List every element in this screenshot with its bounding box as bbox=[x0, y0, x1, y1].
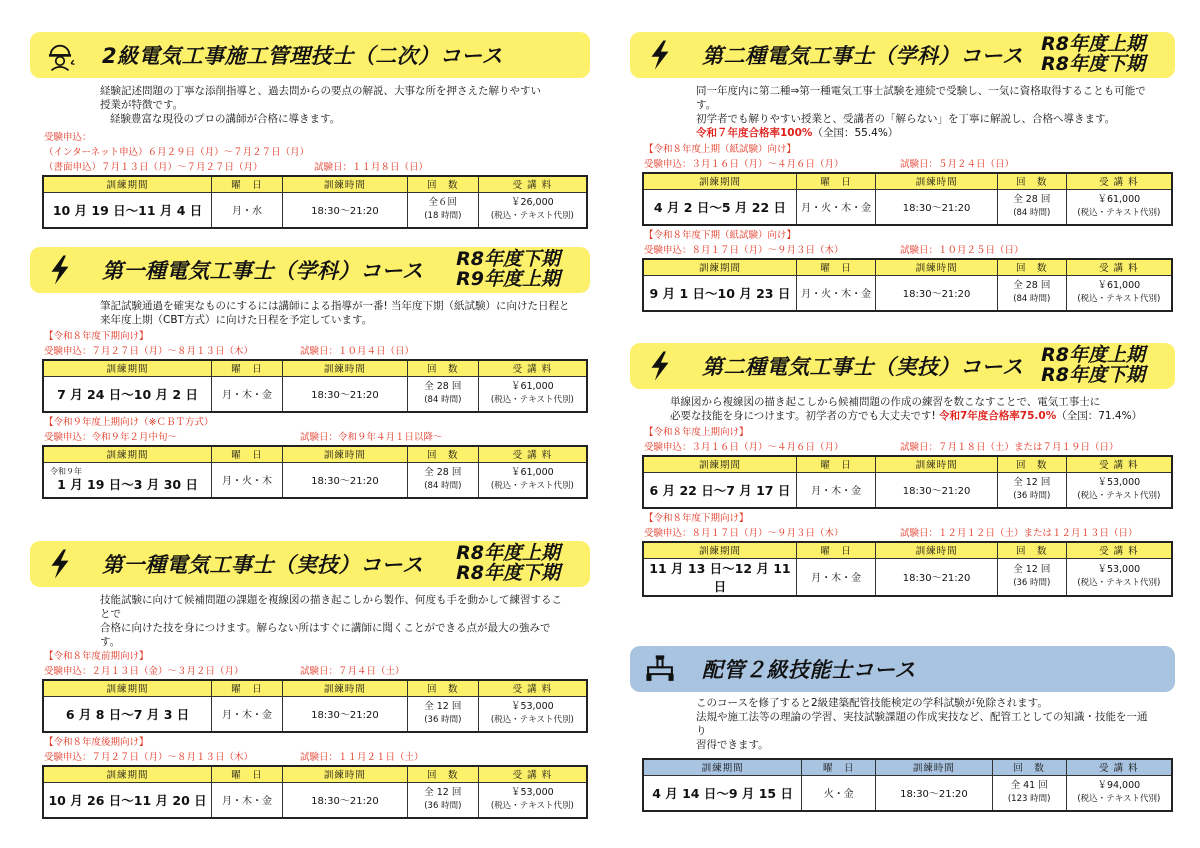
course-banner bbox=[630, 32, 1175, 78]
schedule-table bbox=[42, 175, 588, 229]
course-title: 2級電気工事施工管理技士（二次）コース bbox=[102, 44, 504, 68]
hours-value: (84 時間) bbox=[424, 481, 462, 492]
count-value: 全 28 回 bbox=[424, 467, 462, 479]
period-cell bbox=[43, 462, 212, 498]
apply-dates: 受験申込：８月１７日（月）〜９月３日（木） bbox=[644, 245, 844, 256]
header-time: 訓練時間 bbox=[282, 360, 407, 376]
header-time: 訓練時間 bbox=[282, 446, 407, 462]
fee-value: ￥61,000 bbox=[510, 467, 554, 479]
table-row bbox=[643, 472, 1172, 508]
hours-value: (123 時間) bbox=[1007, 794, 1051, 805]
table-row bbox=[43, 782, 587, 818]
header-time: 訓練時間 bbox=[876, 456, 998, 472]
desc-line: 習得できます。 bbox=[696, 739, 769, 751]
header-count: 回 数 bbox=[407, 176, 478, 192]
exam-date: 試験日：１０月２５日（日） bbox=[900, 245, 1024, 256]
course-term bbox=[456, 543, 560, 583]
header-time: 訓練時間 bbox=[282, 680, 407, 696]
table-row bbox=[43, 376, 587, 412]
schedule-table bbox=[642, 455, 1173, 509]
header-time: 訓練時間 bbox=[282, 176, 407, 192]
lightning-bolt-icon bbox=[36, 250, 84, 290]
count-value: 全 12 回 bbox=[424, 701, 462, 713]
course-description bbox=[30, 84, 590, 126]
schedule-table bbox=[42, 445, 588, 499]
period-cell: 4 月 14 日〜9 月 15 日 bbox=[643, 775, 802, 811]
exam-date: 試験日：１１月２１日（土） bbox=[300, 752, 424, 763]
course-description bbox=[630, 395, 1175, 423]
hours-value: (84 時間) bbox=[424, 395, 462, 406]
days-cell: 月・木・金 bbox=[796, 558, 875, 596]
fee-note: (税込・テキスト代別) bbox=[490, 395, 574, 406]
national-rate: （全国：55.4%） bbox=[812, 127, 899, 139]
course-banner bbox=[30, 32, 590, 78]
section-label: 【令和８年度上期向け】 bbox=[644, 427, 749, 438]
header-days: 曜 日 bbox=[212, 360, 283, 376]
desc-line: 合格に向けた技を身につけます。解らない所はすぐに講師に聞くことができる点が最大の強みです。 bbox=[100, 622, 551, 648]
fee-cell bbox=[478, 376, 587, 412]
table-header-row bbox=[43, 766, 587, 782]
period-cell bbox=[43, 192, 212, 228]
exam-date: 試験日：７月１８日（土）または７月１９日（日） bbox=[900, 442, 1119, 453]
course-term bbox=[1041, 34, 1145, 74]
period-cell: 6 月 8 日〜7 月 3 日 bbox=[43, 696, 212, 732]
apply-heading: 受験申込： bbox=[44, 132, 92, 143]
days-cell: 月・木・金 bbox=[796, 472, 875, 508]
section-label: 【令和８年度上期（紙試験）向け】 bbox=[644, 144, 797, 155]
term-2: R9年度上期 bbox=[456, 268, 560, 290]
table-header-row bbox=[43, 680, 587, 696]
count-value: 全 28 回 bbox=[1013, 280, 1051, 292]
count-cell bbox=[407, 376, 478, 412]
time-cell: 18:30〜21:20 bbox=[876, 275, 998, 311]
section-label: 【令和８年度前期向け】 bbox=[44, 651, 149, 662]
header-days: 曜 日 bbox=[796, 259, 875, 275]
fee-value: ￥61,000 bbox=[510, 381, 554, 393]
header-count: 回 数 bbox=[997, 259, 1066, 275]
time-cell: 18:30〜21:20 bbox=[282, 462, 407, 498]
header-time: 訓練時間 bbox=[876, 542, 998, 558]
apply-info bbox=[30, 750, 590, 765]
course-haikan-2 bbox=[630, 646, 1175, 812]
days-cell: 月・火・木・金 bbox=[796, 189, 875, 225]
count-cell bbox=[407, 192, 478, 228]
pipe-fitting-icon bbox=[636, 649, 684, 689]
time-cell: 18:30〜21:20 bbox=[876, 775, 992, 811]
fee-cell bbox=[1066, 472, 1172, 508]
fee-value: ￥94,000 bbox=[1097, 780, 1141, 792]
desc-line: 法規や施工法等の理論の学習、実技試験課題の作成実技など、配管工としての知識・技能を一通り bbox=[696, 711, 1148, 737]
period-year: 令和９年 bbox=[50, 466, 82, 476]
days-cell: 月・木・金 bbox=[212, 782, 283, 818]
table-header-row bbox=[643, 173, 1172, 189]
table-header-row bbox=[43, 360, 587, 376]
apply-info bbox=[630, 526, 1175, 541]
term-2: R8年度下期 bbox=[1041, 364, 1145, 386]
header-fee: 受 講 料 bbox=[478, 176, 587, 192]
days-cell: 火・金 bbox=[802, 775, 876, 811]
exam-date: 試験日：１０月４日（日） bbox=[300, 346, 415, 357]
table-row bbox=[43, 462, 587, 498]
header-count: 回 数 bbox=[992, 759, 1066, 775]
header-days: 曜 日 bbox=[802, 759, 876, 775]
time-cell: 18:30〜21:20 bbox=[282, 782, 407, 818]
section-label: 【令和８年度下期（紙試験）向け】 bbox=[644, 230, 797, 241]
table-header-row bbox=[643, 259, 1172, 275]
apply-dates: 受験申込：３月１６日（月）〜４月６日（月） bbox=[644, 159, 844, 170]
course-denkou-2-gakka bbox=[630, 32, 1175, 312]
course-banner bbox=[630, 646, 1175, 692]
fee-note: (税込・テキスト代別) bbox=[1077, 294, 1161, 305]
header-fee: 受 講 料 bbox=[478, 360, 587, 376]
course-title: 第二種電気工事士（学科）コース bbox=[702, 44, 1024, 68]
time-cell: 18:30〜21:20 bbox=[876, 189, 998, 225]
pass-rate bbox=[696, 126, 1155, 140]
header-period: 訓練期間 bbox=[643, 173, 796, 189]
header-days: 曜 日 bbox=[212, 680, 283, 696]
header-days: 曜 日 bbox=[796, 542, 875, 558]
schedule-table bbox=[42, 765, 588, 819]
table-header-row bbox=[43, 446, 587, 462]
schedule-table bbox=[42, 679, 588, 733]
apply-info bbox=[30, 344, 590, 359]
course-title: 第一種電気工事士（学科）コース bbox=[102, 259, 424, 283]
section-label: 【令和８年度下期向け】 bbox=[644, 513, 749, 524]
header-count: 回 数 bbox=[997, 542, 1066, 558]
days-cell: 月・火・木 bbox=[212, 462, 283, 498]
section-label: 【令和９年度上期向け（※ＣＢＴ方式） bbox=[44, 417, 214, 428]
fee-value: ￥61,000 bbox=[1097, 194, 1141, 206]
exam-date: 試験日：令和９年４月１日以降〜 bbox=[300, 432, 443, 443]
desc-line: 同一年度内に第二種⇒第一種電気工事士試験を連続で受験し、一気に資格取得することも可能です。 bbox=[696, 85, 1146, 111]
period-value: 10 月 19 日〜11 月 4 日 bbox=[52, 202, 203, 218]
fee-value: ￥53,000 bbox=[510, 787, 554, 799]
header-count: 回 数 bbox=[407, 360, 478, 376]
apply-info bbox=[630, 440, 1175, 455]
lightning-bolt-icon bbox=[636, 35, 684, 75]
pass-rate-highlight: 令和７年度合格率100% bbox=[696, 127, 813, 139]
apply-dates: 受験申込：３月１６日（月）〜４月６日（月） bbox=[644, 442, 844, 453]
header-period: 訓練期間 bbox=[643, 759, 802, 775]
count-cell bbox=[997, 558, 1066, 596]
fee-value: ￥26,000 bbox=[510, 197, 554, 209]
fee-cell bbox=[1066, 189, 1172, 225]
hours-value: (36 時間) bbox=[424, 801, 462, 812]
header-count: 回 数 bbox=[407, 766, 478, 782]
fee-value: ￥53,000 bbox=[510, 701, 554, 713]
header-days: 曜 日 bbox=[212, 766, 283, 782]
period-cell: 6 月 22 日〜7 月 17 日 bbox=[643, 472, 796, 508]
period-cell: 7 月 24 日〜10 月 2 日 bbox=[43, 376, 212, 412]
worker-helmet-icon bbox=[36, 35, 84, 75]
desc-line: 筆記試験通過を確実なものにするには講師による指導が一番! 当年度下期（紙試験）に向けた日程と bbox=[100, 300, 570, 312]
course-description bbox=[30, 299, 590, 327]
count-value: 全 41 回 bbox=[1010, 780, 1048, 792]
period-cell: 9 月 1 日〜10 月 23 日 bbox=[643, 275, 796, 311]
table-header-row bbox=[43, 176, 587, 192]
header-period: 訓練期間 bbox=[43, 360, 212, 376]
header-period: 訓練期間 bbox=[43, 680, 212, 696]
header-period: 訓練期間 bbox=[43, 766, 212, 782]
header-days: 曜 日 bbox=[212, 446, 283, 462]
table-row bbox=[43, 192, 587, 228]
header-period: 訓練期間 bbox=[643, 542, 796, 558]
header-count: 回 数 bbox=[407, 446, 478, 462]
desc-line: 経験豊富な現役のプロの講師が合格に導きます。 bbox=[110, 113, 341, 125]
table-header-row bbox=[643, 759, 1172, 775]
header-fee: 受 講 料 bbox=[1066, 259, 1172, 275]
table-header-row bbox=[643, 456, 1172, 472]
header-fee: 受 講 料 bbox=[1066, 456, 1172, 472]
count-value: 全 12 回 bbox=[424, 787, 462, 799]
count-value: 全 28 回 bbox=[424, 381, 462, 393]
fee-cell bbox=[478, 192, 587, 228]
count-cell bbox=[407, 782, 478, 818]
course-denkou-1-gakka bbox=[30, 247, 590, 499]
time-cell: 18:30〜21:20 bbox=[876, 472, 998, 508]
fee-note: (税込・テキスト代別) bbox=[490, 481, 574, 492]
fee-cell bbox=[1066, 275, 1172, 311]
header-period: 訓練期間 bbox=[643, 259, 796, 275]
term-2: R8年度下期 bbox=[456, 562, 560, 584]
section-label: 【令和８年度後期向け】 bbox=[44, 737, 149, 748]
apply-paper: （書面申込）７月１３日（月）〜７月２７日（月） bbox=[44, 162, 263, 173]
desc-line: 来年度上期（CBT方式）に向けた日程を予定しています。 bbox=[100, 314, 373, 326]
course-term bbox=[456, 249, 560, 289]
count-cell bbox=[407, 462, 478, 498]
hours-value: (36 時間) bbox=[1013, 578, 1051, 588]
hours-value: (84 時間) bbox=[1013, 294, 1051, 305]
apply-dates: 受験申込：７月２７日（月）〜８月１３日（木） bbox=[44, 752, 254, 763]
apply-info bbox=[30, 430, 590, 445]
period-cell: 11 月 13 日〜12 月 11 日 bbox=[643, 558, 796, 596]
header-fee: 受 講 料 bbox=[478, 766, 587, 782]
term-1: R8年度上期 bbox=[1041, 33, 1145, 55]
count-value: 全 12 回 bbox=[1013, 564, 1051, 575]
desc-line: このコースを修了すると2級建築配管技能検定の学科試験が免除されます。 bbox=[696, 697, 1048, 709]
count-cell bbox=[997, 472, 1066, 508]
desc-line bbox=[670, 409, 1155, 423]
desc-line: 初学者でも解りやすい授業と、受講者の「解らない」を丁寧に解説し、合格へ導きます。 bbox=[696, 113, 1116, 125]
desc-line: 授業が特徴です。 bbox=[100, 99, 184, 111]
fee-value: ￥53,000 bbox=[1097, 564, 1141, 575]
course-term bbox=[1041, 345, 1145, 385]
fee-note: (税込・テキスト代別) bbox=[1077, 208, 1161, 219]
count-value: 全 12 回 bbox=[1013, 477, 1051, 489]
hours-value: (36 時間) bbox=[424, 715, 462, 726]
days-cell: 月・木・金 bbox=[212, 376, 283, 412]
apply-net: （インターネット申込）６月２９日（月）〜７月２７日（月） bbox=[44, 147, 310, 158]
apply-info bbox=[30, 130, 590, 175]
fee-note: (税込・テキスト代別) bbox=[1077, 491, 1161, 502]
period-cell: 4 月 2 日〜5 月 22 日 bbox=[643, 189, 796, 225]
fee-note: (税込・テキスト代別) bbox=[1077, 794, 1161, 805]
hours-value: (84 時間) bbox=[1013, 208, 1051, 219]
schedule-table bbox=[42, 359, 588, 413]
exam-date: 試験日：１１月８日（日） bbox=[314, 162, 429, 173]
schedule-table bbox=[642, 541, 1173, 597]
apply-info bbox=[30, 664, 590, 679]
fee-cell bbox=[478, 462, 587, 498]
time-cell: 18:30〜21:20 bbox=[876, 558, 998, 596]
header-time: 訓練時間 bbox=[282, 766, 407, 782]
pass-rate-highlight: 令和7年度合格率75.0% bbox=[939, 410, 1057, 422]
fee-cell bbox=[478, 696, 587, 732]
header-fee: 受 講 料 bbox=[1066, 173, 1172, 189]
term-2: R8年度下期 bbox=[1041, 53, 1145, 75]
header-time: 訓練時間 bbox=[876, 259, 998, 275]
period-value: 1 月 19 日〜3 月 30 日 bbox=[57, 476, 198, 492]
desc-line: 技能試験に向けて候補問題の課題を複線図の描き起こしから製作、何度も手を動かして練習することで bbox=[100, 594, 562, 620]
schedule-table bbox=[642, 258, 1173, 312]
course-banner bbox=[630, 343, 1175, 389]
lightning-bolt-icon bbox=[636, 346, 684, 386]
count-cell bbox=[997, 275, 1066, 311]
fee-value: ￥61,000 bbox=[1097, 280, 1141, 292]
header-count: 回 数 bbox=[997, 173, 1066, 189]
days-cell: 月・木・金 bbox=[212, 696, 283, 732]
desc-line: 経験記述問題の丁寧な添削指導と、過去問からの要点の解説、大事な所を押さえた解りやすい bbox=[100, 85, 541, 97]
apply-dates: 受験申込：７月２７日（月）〜８月１３日（木） bbox=[44, 346, 254, 357]
exam-date: 試験日：５月２４日（日） bbox=[900, 159, 1015, 170]
course-title: 第二種電気工事士（実技）コース bbox=[702, 355, 1024, 379]
fee-value: ￥53,000 bbox=[1097, 477, 1141, 489]
course-description bbox=[30, 593, 590, 649]
header-time: 訓練時間 bbox=[876, 759, 992, 775]
period-cell: 10 月 26 日〜11 月 20 日 bbox=[43, 782, 212, 818]
fee-cell bbox=[478, 782, 587, 818]
days-cell: 月・水 bbox=[212, 192, 283, 228]
section-label: 【令和８年度下期向け】 bbox=[44, 331, 149, 342]
fee-note: (税込・テキスト代別) bbox=[490, 801, 574, 812]
time-cell: 18:30〜21:20 bbox=[282, 192, 407, 228]
table-row bbox=[643, 558, 1172, 596]
header-days: 曜 日 bbox=[796, 456, 875, 472]
apply-info bbox=[630, 243, 1175, 258]
apply-dates: 受験申込：２月１３日（金）〜３月２日（月） bbox=[44, 666, 244, 677]
schedule-table bbox=[642, 172, 1173, 226]
header-fee: 受 講 料 bbox=[1066, 542, 1172, 558]
course-denkou-1-jitsugi bbox=[30, 541, 590, 819]
header-days: 曜 日 bbox=[796, 173, 875, 189]
course-title: 第一種電気工事士（実技）コース bbox=[102, 553, 424, 577]
lightning-bolt-icon bbox=[36, 544, 84, 584]
table-header-row bbox=[643, 542, 1172, 558]
term-1: R8年度上期 bbox=[1041, 344, 1145, 366]
header-count: 回 数 bbox=[407, 680, 478, 696]
table-row bbox=[643, 275, 1172, 311]
course-description bbox=[630, 84, 1175, 140]
count-value: 全６回 bbox=[428, 197, 458, 209]
count-cell bbox=[997, 189, 1066, 225]
course-denki-sekou-2 bbox=[30, 32, 590, 229]
time-cell: 18:30〜21:20 bbox=[282, 376, 407, 412]
exam-date: 試験日：７月４日（土） bbox=[300, 666, 405, 677]
apply-info bbox=[630, 157, 1175, 172]
header-fee: 受 講 料 bbox=[478, 680, 587, 696]
header-time: 訓練時間 bbox=[876, 173, 998, 189]
count-cell bbox=[992, 775, 1066, 811]
table-row bbox=[643, 189, 1172, 225]
header-fee: 受 講 料 bbox=[1066, 759, 1172, 775]
desc-line: 単線図から複線図の描き起こしから候補問題の作成の練習を数こなすことで、電気工事士に bbox=[670, 396, 1101, 408]
schedule-table bbox=[642, 758, 1173, 812]
apply-dates: 受験申込：８月１７日（月）〜９月３日（木） bbox=[644, 528, 844, 539]
count-value: 全 28 回 bbox=[1013, 194, 1051, 206]
course-banner bbox=[30, 541, 590, 587]
exam-date: 試験日：１２月１２日（土）または１２月１３日（日） bbox=[900, 528, 1138, 539]
header-period: 訓練期間 bbox=[43, 176, 212, 192]
course-description bbox=[630, 696, 1175, 752]
term-1: R8年度下期 bbox=[456, 248, 560, 270]
time-cell: 18:30〜21:20 bbox=[282, 696, 407, 732]
days-cell: 月・火・木・金 bbox=[796, 275, 875, 311]
header-days: 曜 日 bbox=[212, 176, 283, 192]
header-period: 訓練期間 bbox=[43, 446, 212, 462]
table-row bbox=[43, 696, 587, 732]
header-count: 回 数 bbox=[997, 456, 1066, 472]
term-1: R8年度上期 bbox=[456, 542, 560, 564]
fee-cell bbox=[1066, 775, 1172, 811]
header-fee: 受 講 料 bbox=[478, 446, 587, 462]
national-rate: （全国：71.4%） bbox=[1056, 410, 1143, 422]
desc-text: 必要な技能を身につけます。初学者の方でも大丈夫です! bbox=[670, 410, 939, 422]
fee-note: (税込・テキスト代別) bbox=[1077, 578, 1161, 588]
apply-dates: 受験申込：令和９年２月中旬〜 bbox=[44, 432, 178, 443]
course-banner bbox=[30, 247, 590, 293]
fee-cell bbox=[1066, 558, 1172, 596]
hours-value: (36 時間) bbox=[1013, 491, 1051, 502]
course-title: 配管２級技能士コース bbox=[702, 658, 916, 682]
course-denkou-2-jitsugi bbox=[630, 343, 1175, 597]
count-cell bbox=[407, 696, 478, 732]
fee-note: (税込・テキスト代別) bbox=[490, 211, 574, 222]
hours-value: (18 時間) bbox=[424, 211, 462, 222]
header-period: 訓練期間 bbox=[643, 456, 796, 472]
fee-note: (税込・テキスト代別) bbox=[490, 715, 574, 726]
table-row bbox=[643, 775, 1172, 811]
